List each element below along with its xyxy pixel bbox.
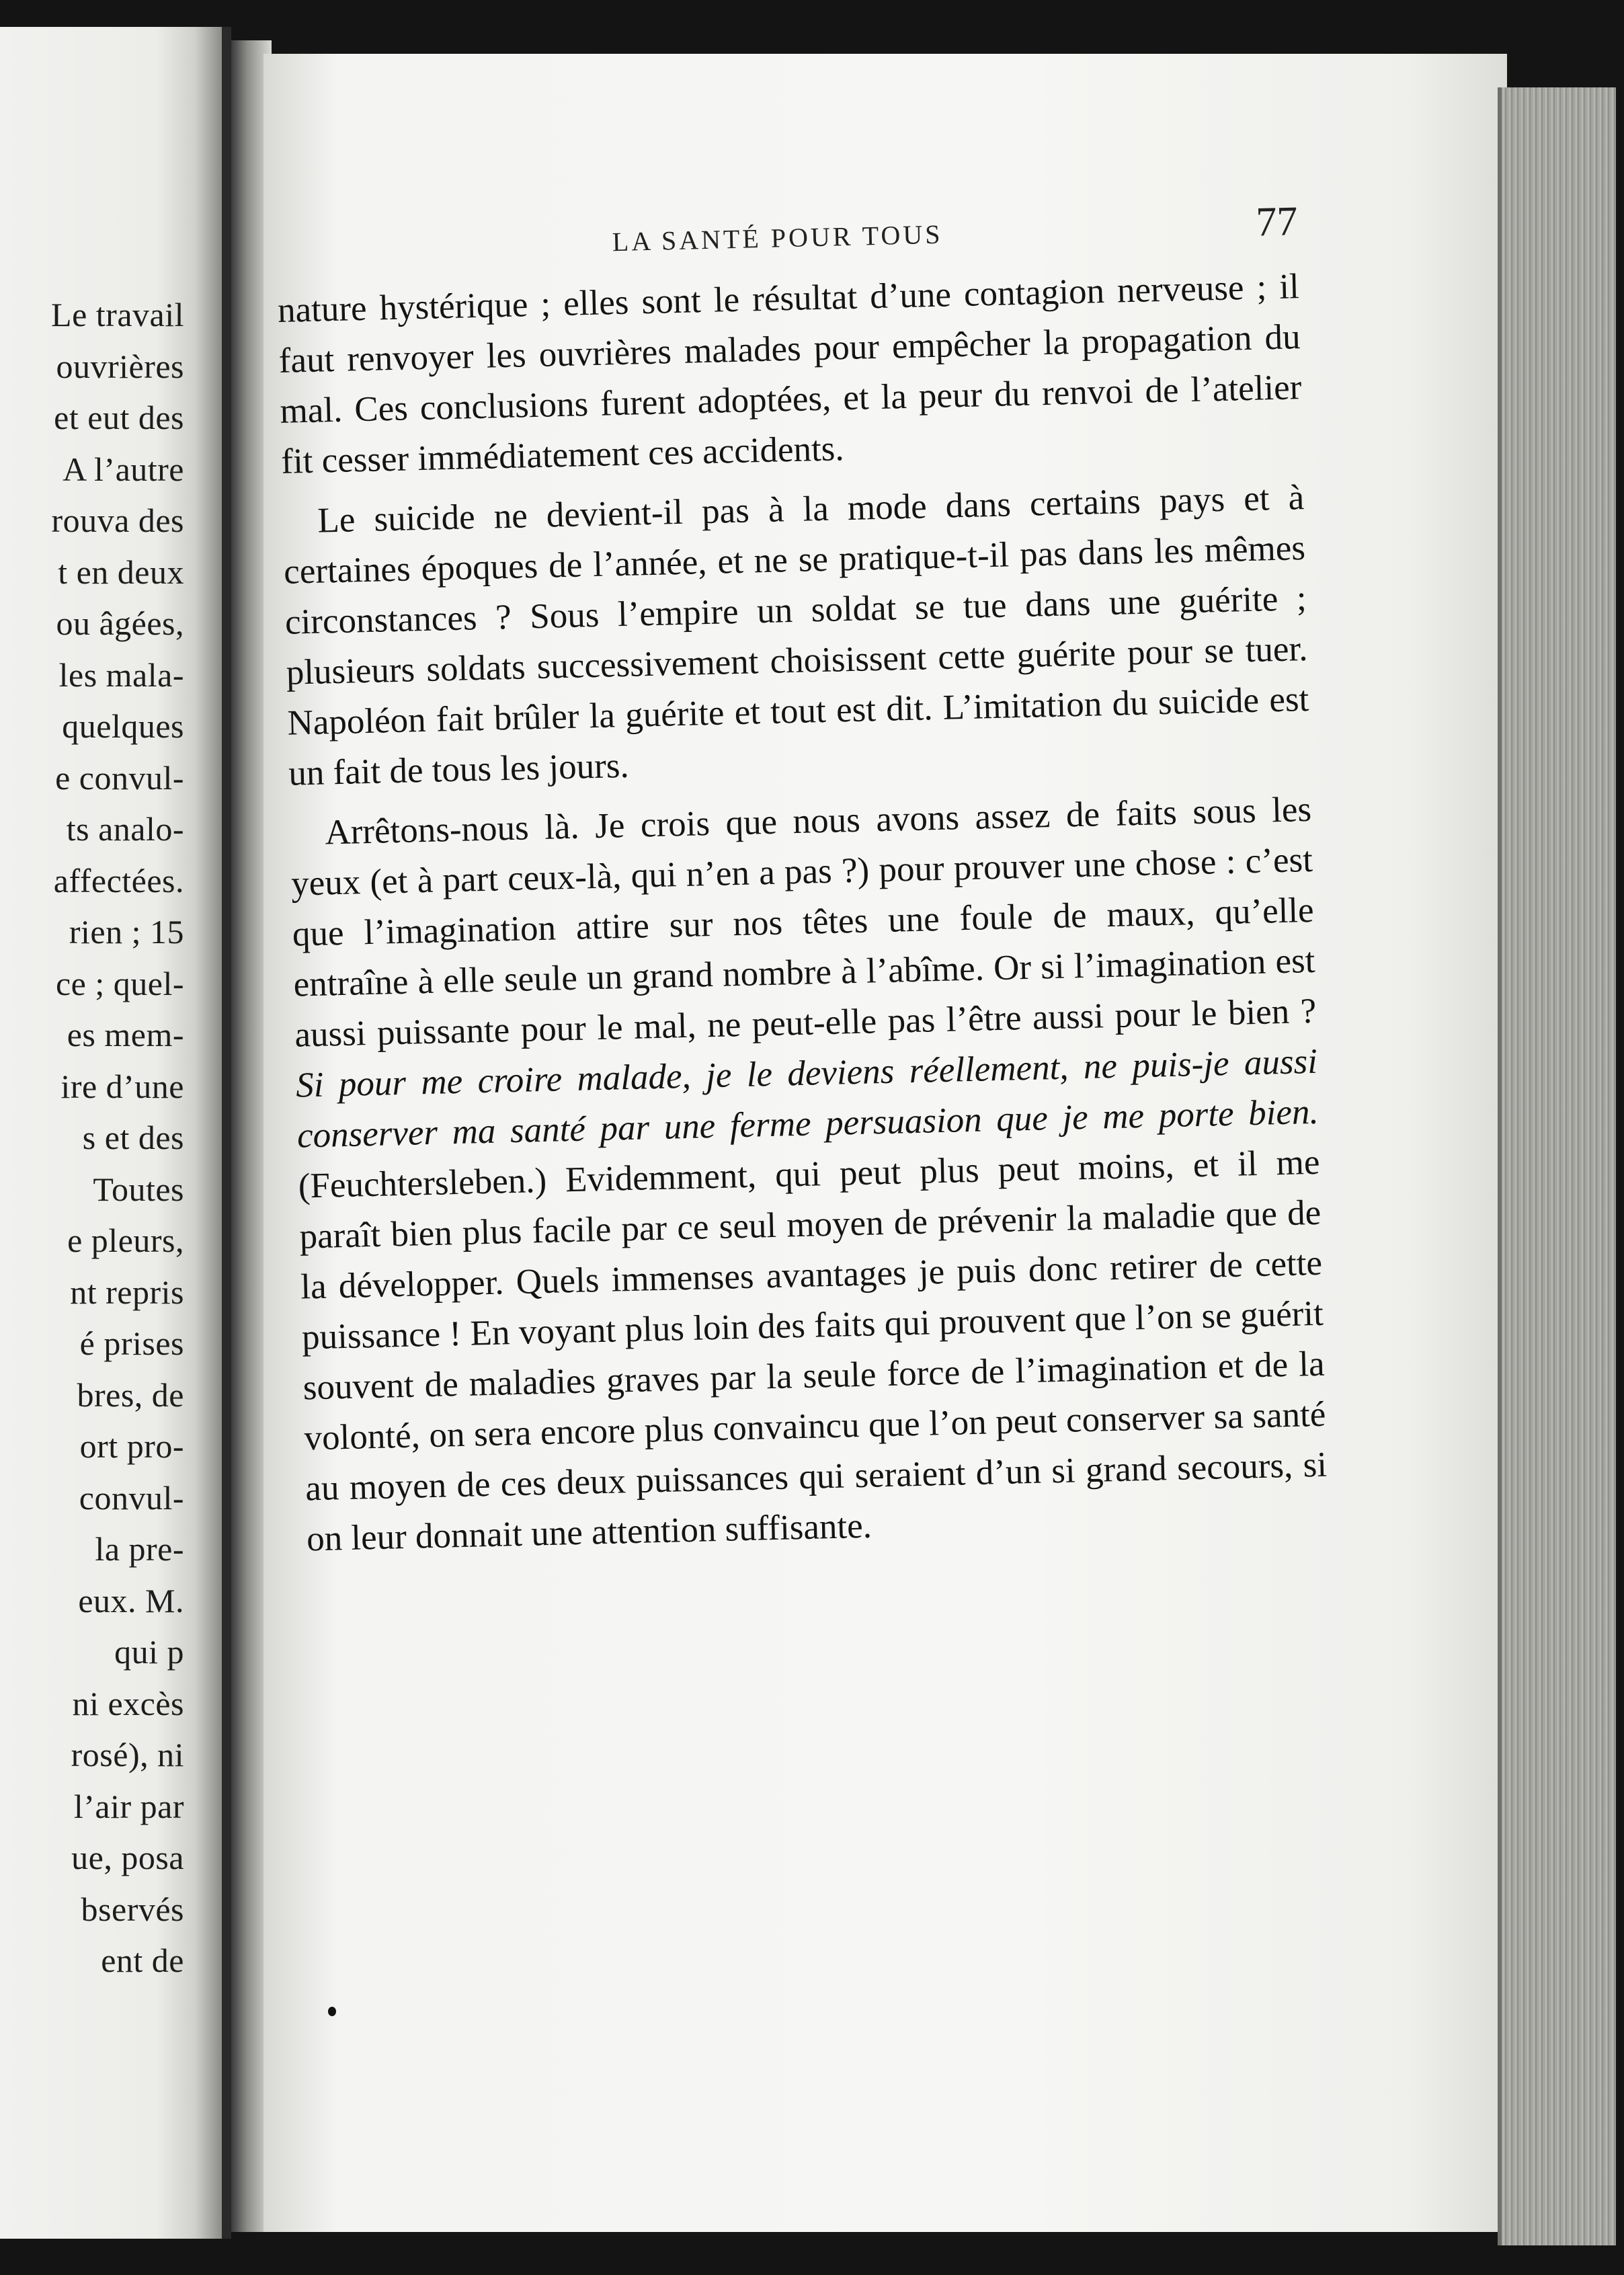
- previous-page-line: ce ; quel-: [55, 964, 184, 1002]
- previous-page-line: s et des: [82, 1119, 184, 1156]
- previous-page-line: rosé), ni: [71, 1736, 184, 1773]
- ink-dot: [328, 2007, 336, 2016]
- previous-page-line: ouvrières: [56, 347, 184, 385]
- previous-page-line: Le travail: [51, 296, 184, 333]
- previous-page-line: bres, de: [77, 1375, 184, 1414]
- previous-page-line: convul-: [79, 1478, 184, 1517]
- previous-page-line: rouva des: [51, 502, 184, 539]
- previous-page-line: ts analo-: [66, 810, 184, 848]
- previous-page-line: A l’autre: [63, 450, 184, 488]
- previous-page-line: eux. M.: [78, 1581, 184, 1620]
- previous-page-line: l’air par: [73, 1787, 184, 1825]
- previous-page: [0, 27, 231, 2239]
- paragraph-3-text-before: Arrêtons-nous là. Je crois que nous avons assez de faits sous les yeux (et à part ceux-là, qui n’en a pas ?) pour prouver une chose : c’est que l’imagination attire sur nos têtes une foule de maux, qu’elle entraîne à elle seule un grand nombre à l’abîme. Or si l’imagination est aussi puissante pour le mal, ne peut-elle pas l’être aussi pour le bien ?: [290, 789, 1317, 1055]
- previous-page-line: la pre-: [95, 1530, 184, 1568]
- previous-page-line: qui p: [114, 1633, 184, 1671]
- previous-page-line: rien ; 15: [69, 913, 184, 951]
- page-fore-edge: [1498, 87, 1616, 2245]
- previous-page-text: [51, 289, 184, 1987]
- paragraph-3: [290, 785, 1329, 1564]
- previous-page-line: quelques: [62, 707, 184, 745]
- previous-page-line: es mem-: [67, 1016, 184, 1053]
- previous-page-line: affectées.: [53, 861, 184, 900]
- previous-page-line: nt repris: [70, 1273, 184, 1311]
- previous-page-line: ent de: [101, 1942, 184, 1979]
- paragraph-3-italic-quote: Si pour me croire malade, je le deviens réellement, ne puis-je aussi conserver ma santé par une ferme persuasion que je me porte bien.: [295, 1041, 1320, 1156]
- page-number: 77: [1255, 198, 1299, 245]
- paragraph-3-text-after: (Feuchtersleben.) Evidemment, qui peut plus peut moins, et il me paraît bien plus facile par ce seul moyen de prévenir la maladie que de la développer. Quels immenses avantages je puis donc retirer de cette puissance ! En voyant plus loin des faits qui prouvent que l’on se guérit souvent de maladies graves par la seule force de l’imagination et de la volonté, on sera encore plus convaincu que l’on peut conserver sa santé au moyen de ces deux puissances qui seraient d’un si grand secours, si on leur donnait une attention suffisante.: [298, 1142, 1328, 1559]
- previous-page-line: ue, posa: [71, 1839, 184, 1876]
- previous-page-line: e convul-: [55, 758, 184, 797]
- previous-page-line: ort pro-: [79, 1427, 184, 1465]
- previous-page-line: ou âgées,: [56, 604, 184, 642]
- running-title: LA SANTÉ POUR TOUS: [612, 218, 943, 257]
- previous-page-line: les mala-: [58, 655, 184, 694]
- previous-page-line: Toutes: [93, 1170, 184, 1208]
- paragraph-1: nature hystérique ; elles sont le résultat d’une contagion nerveuse ; il faut renvoyer les ouvrières malades pour empêcher la propagation du mal. Ces conclusions furent adoptées, et la peur du renvoi de l’atelier fit cesser immédiatement ces accidents.: [277, 267, 1302, 481]
- previous-page-line: é prises: [79, 1324, 184, 1362]
- paragraph-2: Le suicide ne devient-il pas à la mode dans certains pays et à certaines époques de l’année, et ne se pratique-t-il pas dans les mêmes circonstances ? Sous l’empire un soldat se tue dans une guérite ; plusieurs soldats successivement choisissent cette guérite pour se tuer. Napoléon fait brûler la guérite et tout est dit. L’imitation du suicide est un fait de tous les jours.: [283, 478, 1309, 793]
- previous-page-line: e pleurs,: [67, 1222, 184, 1259]
- page-text-block: [276, 198, 1329, 1564]
- previous-page-line: et eut des: [54, 399, 184, 436]
- previous-page-line: t en deux: [58, 553, 184, 591]
- previous-page-line: ire d’une: [60, 1067, 184, 1105]
- previous-page-line: bservés: [81, 1890, 184, 1928]
- previous-page-line: ni excès: [72, 1684, 184, 1722]
